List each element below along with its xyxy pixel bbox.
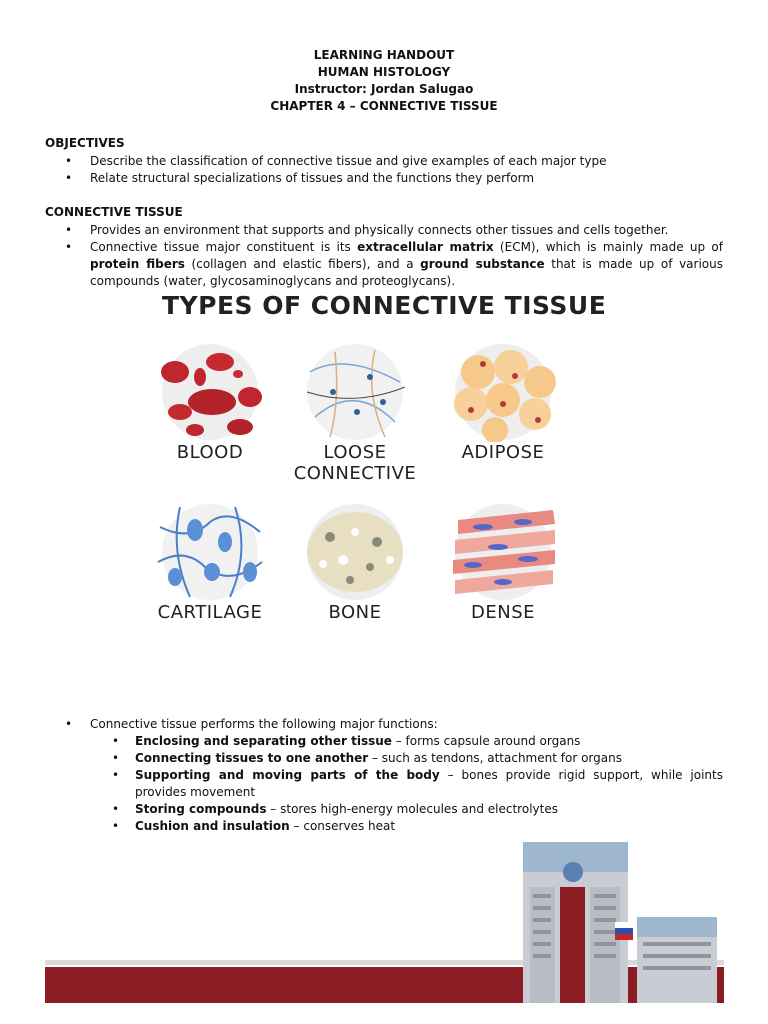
list-item: • Connecting tissues to one another – such as tendons, attachment for organs (112, 751, 622, 765)
connective-tissue-figure (145, 287, 607, 642)
blood-cells-icon (150, 342, 270, 442)
objectives-title: OBJECTIVES (45, 136, 125, 150)
bullet-glyph: • (65, 171, 73, 185)
bullet-glyph: • (65, 717, 73, 731)
header-line-1: LEARNING HANDOUT (313, 48, 455, 62)
bullet-glyph: • (112, 802, 120, 816)
bullet-glyph: • (112, 819, 120, 833)
connective-title: CONNECTIVE TISSUE (45, 205, 183, 219)
bullet-glyph: • (112, 768, 120, 782)
label-blood: BLOOD (176, 442, 244, 463)
header-line-3: Instructor: Jordan Salugao (294, 82, 474, 96)
list-item: • Cushion and insulation – conserves heat (112, 819, 396, 833)
bullet-glyph: • (65, 154, 73, 168)
bullet-glyph: • (112, 734, 120, 748)
bullet-glyph: • (65, 240, 73, 254)
tile-loose-connective (290, 342, 420, 484)
label-dense: DENSE (471, 602, 535, 623)
dense-tissue-icon (443, 502, 563, 602)
document-header (0, 47, 768, 115)
label-loose: LOOSE (323, 442, 387, 463)
building-image (515, 832, 725, 1003)
list-item: • Enclosing and separating other tissue – forms capsule around organs (112, 734, 581, 748)
list-item: • Relate structural specializations of tissues and the functions they perform (65, 171, 535, 185)
adipose-cells-icon (443, 342, 563, 442)
functions-list (45, 716, 723, 835)
bone-tissue-icon (295, 502, 415, 602)
tile-blood (145, 342, 275, 463)
list-item: • Describe the classification of connective tissue and give examples of each major type (65, 154, 607, 168)
header-line-4: CHAPTER 4 – CONNECTIVE TISSUE (270, 99, 498, 113)
list-item: • Storing compounds – stores high-energy molecules and electrolytes (112, 802, 558, 816)
cartilage-cells-icon (150, 502, 270, 602)
list-item: • Connective tissue major constituent is its extracellular matrix (ECM), which is mainly made up of protein fibers (collagen and elastic fibers), and a ground substance that is made up of various compounds (water, glycosaminoglycans and proteoglycans). (65, 240, 723, 288)
label-connective: CONNECTIVE (293, 463, 417, 484)
tile-bone (290, 502, 420, 623)
label-bone: BONE (328, 602, 382, 623)
tile-adipose (438, 342, 568, 463)
list-item: • Connective tissue performs the following major functions: (65, 717, 438, 731)
bullet-glyph: • (65, 223, 73, 237)
tile-cartilage (145, 502, 275, 623)
connective-list (45, 222, 723, 290)
label-adipose: ADIPOSE (461, 442, 545, 463)
list-item: • Provides an environment that supports and physically connects other tissues and cells together. (65, 223, 669, 237)
bullet-glyph: • (112, 751, 120, 765)
list-item: • Supporting and moving parts of the body – bones provide rigid support, while joints provides movement (112, 768, 723, 799)
tile-dense (438, 502, 568, 623)
label-cartilage: CARTILAGE (157, 602, 263, 623)
figure-title: TYPES OF CONNECTIVE TISSUE (162, 291, 607, 320)
loose-connective-icon (295, 342, 415, 442)
header-line-2: HUMAN HISTOLOGY (317, 65, 451, 79)
objectives-list (45, 153, 723, 187)
